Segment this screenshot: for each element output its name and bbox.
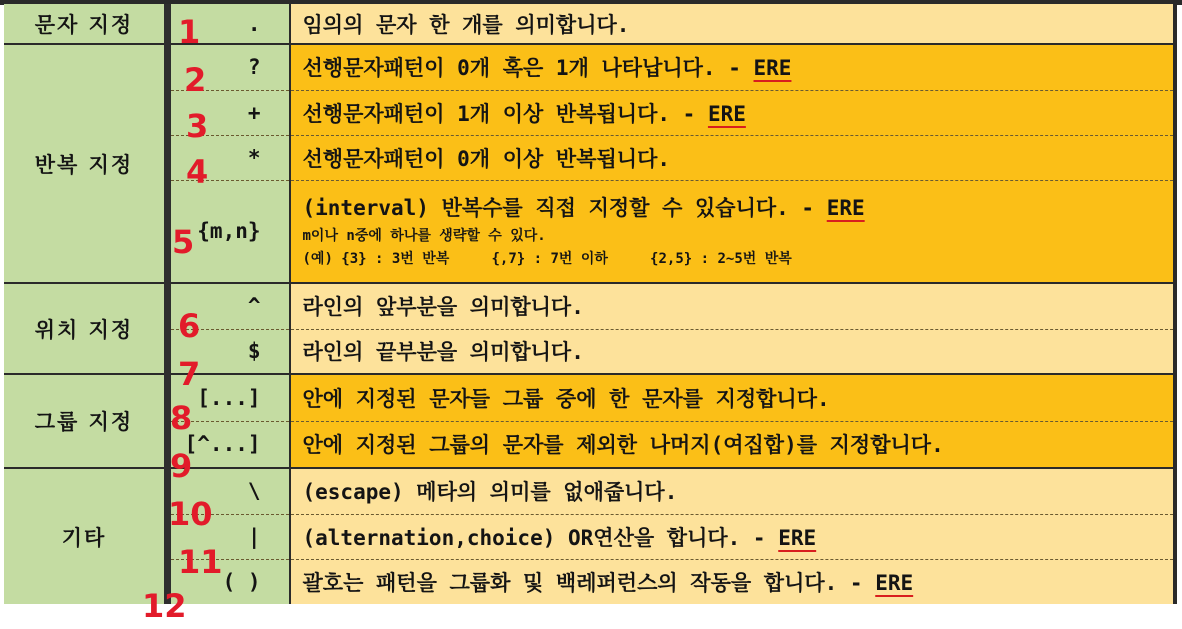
ere-tag: ERE [778, 525, 817, 550]
ere-tag: ERE [826, 196, 865, 221]
handwritten-number: 9 [170, 447, 193, 485]
symbol-cell: {m,n} [168, 180, 290, 283]
example-line: (예) {3} : 3번 반복 {,7} : 7번 이하 {2,5} : 2~5번 반복 [302, 251, 792, 268]
ere-tag: ERE [707, 101, 746, 126]
description-cell: 안에 지정된 그룹의 문자를 제외한 나머지(여집합)를 지정합니다. [290, 421, 1176, 468]
ere-tag: ERE [753, 56, 792, 81]
handwritten-number: 11 [178, 543, 223, 581]
description-cell: 괄호는 패턴을 그룹화 및 백레퍼런스의 작동을 합니다. - ERE [290, 559, 1176, 604]
category-cell: 위치 지정 [4, 283, 168, 374]
description-cell: 선행문자패턴이 1개 이상 반복됩니다. - ERE [290, 90, 1176, 135]
symbol-cell: + [168, 90, 290, 135]
symbol-cell: . [168, 4, 290, 44]
description-cell: 라인의 앞부분을 의미합니다. [290, 283, 1176, 329]
ere-tag: ERE [875, 570, 914, 595]
handwritten-number: 1 [178, 13, 201, 51]
symbol-cell: [...] [168, 374, 290, 421]
handwritten-number: 2 [184, 61, 207, 99]
description-cell: 선행문자패턴이 0개 혹은 1개 나타납니다. - ERE [290, 44, 1176, 90]
symbol-cell: ? [168, 44, 290, 90]
symbol-cell: [^...] [168, 421, 290, 468]
symbol-cell: ( ) [168, 559, 290, 604]
table-row [4, 135, 1175, 180]
description-cell: (interval) 반복수를 직접 지정할 수 있습니다. - ERE m이나 n중에 하나를 생략할 수 있다. (예) {3} : 3번 반복 {,7} : 7번 이하 {2,5} : 2~5번 반복 [290, 180, 1176, 283]
handwritten-number: 5 [172, 223, 195, 261]
symbol-cell: * [168, 135, 290, 180]
symbol-cell: | [168, 514, 290, 559]
handwritten-number: 7 [178, 355, 201, 393]
description-cell: 임의의 문자 한 개를 의미합니다. [290, 4, 1176, 44]
symbol-cell: $ [168, 329, 290, 374]
description-cell: (escape) 메타의 의미를 없애줍니다. [290, 468, 1176, 514]
description-cell: (alternation,choice) OR연산을 합니다. - ERE [290, 514, 1176, 559]
handwritten-number: 10 [168, 495, 213, 533]
note-line: m이나 n중에 하나를 생략할 수 있다. [302, 228, 546, 245]
handwritten-number: 4 [186, 153, 209, 191]
description-cell: 라인의 끝부분을 의미합니다. [290, 329, 1176, 374]
handwritten-number: 6 [178, 307, 201, 345]
description-cell: 선행문자패턴이 0개 이상 반복됩니다. [290, 135, 1176, 180]
symbol-cell: \ [168, 468, 290, 514]
category-cell: 기타 [4, 468, 168, 604]
symbol-cell: ^ [168, 283, 290, 329]
handwritten-number: 3 [186, 107, 209, 145]
category-cell: 반복 지정 [4, 44, 168, 283]
description-cell: 안에 지정된 문자들 그룹 중에 한 문자를 지정합니다. [290, 374, 1176, 421]
category-cell: 문자 지정 [4, 4, 168, 44]
handwritten-number: 12 [142, 587, 187, 625]
table-row [4, 90, 1175, 135]
handwritten-number: 8 [170, 399, 193, 437]
category-cell: 그룹 지정 [4, 374, 168, 468]
